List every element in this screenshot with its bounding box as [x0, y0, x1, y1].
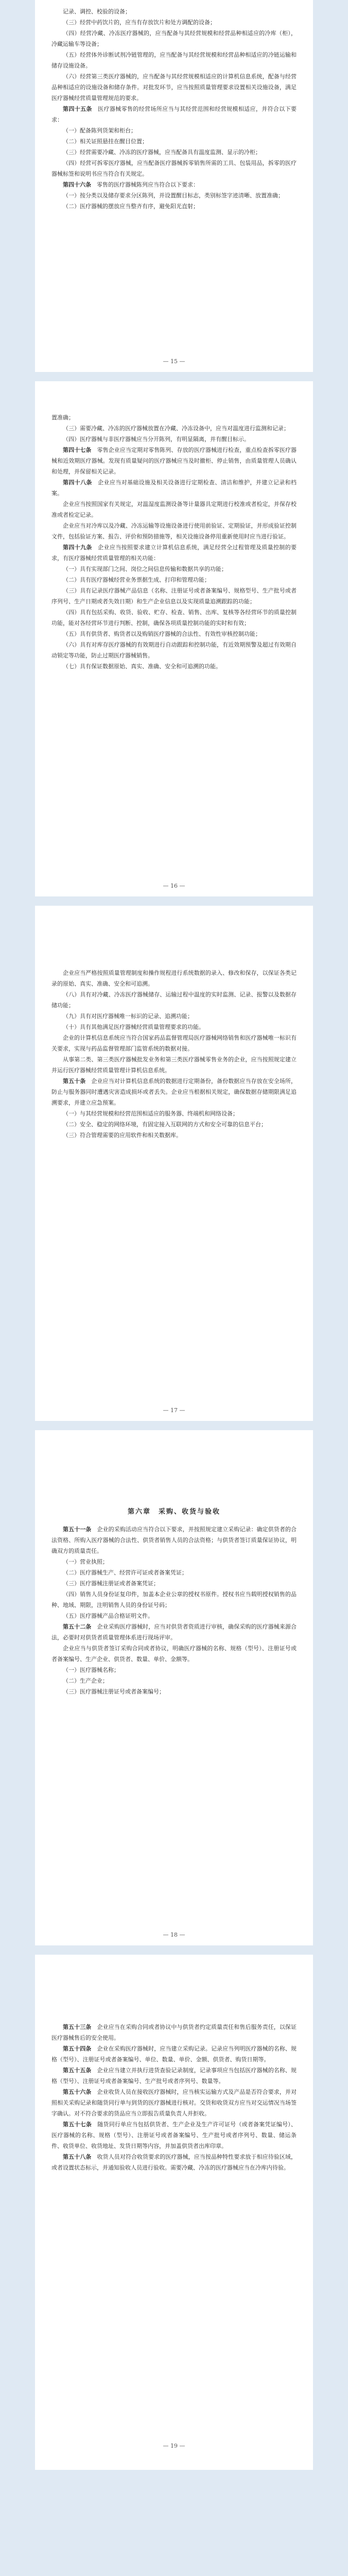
article-paragraph — [51, 1524, 297, 1556]
article-label: 第五十一条 — [63, 1526, 92, 1533]
paragraph: （四）经营冷藏、冷冻医疗器械的，应当配备与其经营规模和经营品种相适应的冷库（柜），冷藏运输车等设备； — [51, 30, 297, 47]
article-label: 第五十七条 — [63, 2121, 92, 2128]
article-text: 企业收货人员在接收医疗器械时，应当核实运输方式及产品是否符合要求，并对照相关采购记录和随货同行单与到货的医疗器械进行核对。交货和收货双方应当对交运情况当场签字确认。对不符合要求的货品应当立即报告质量负责人并拒收。 — [51, 2089, 297, 2117]
article-paragraph — [51, 104, 297, 125]
article-text: 企业应当按照要求建立计算机信息系统，满足经营全过程管理及质量控制的要求，有医疗器械经营质量管理的相关功能： — [51, 544, 297, 562]
page-number: — 19 — — [163, 2443, 185, 2449]
paragraph: 企业应当对冷库以及冷藏、冷冻运输等设施设备进行使用前验证、定期验证，并形成验证控制文件，包括验证方案、报告、评价和预防措施等，相关设施设备停用重新使用时应当进行验证。 — [51, 522, 297, 540]
paragraph: （三）医疗器械注册证或者备案凭证； — [63, 1580, 159, 1587]
article-text: 企业的采购活动应当符合以下要求，并按照规定建立采购记录：确定供货者的合法资格、所购入医疗器械的合法性、供货者销售人员的合法资格；与供货者签订质量保证协议，明确双方的质量责任。 — [51, 1526, 297, 1554]
article-label: 第四十六条 — [63, 181, 91, 188]
article-text: 医疗器械零售的经营场所应当与其经营范围和经营规模相适应，并符合以下要求： — [51, 106, 297, 123]
paragraph: 企业的计算机信息系统应当符合国家药品监督管理局医疗器械网络销售和医疗器械唯一标识有关要求，实现与药品监督管理部门监管系统的数据对接。 — [51, 1035, 297, 1052]
article-label: 第五十四条 — [63, 2045, 92, 2052]
page-body — [51, 381, 297, 672]
paragraph: （四）具有包括采购、收货、验收、贮存、检查、销售、出库、复核等各经营环节的质量控制功能，能对各经营环节进行判断、控制，确保各项质量控制功能的实时和有效； — [51, 609, 297, 626]
paragraph: （四）医疗器械与非医疗器械应当分开陈列，有明显隔离，并有醒目标示。 — [63, 436, 250, 443]
paragraph: 企业应当与供货者签订采购合同或者协议，明确医疗器械的名称、规格（型号）、注册证号或者备案编号、生产企业、供货者、数量、单价、金额等。 — [51, 1645, 297, 1663]
article-paragraph — [51, 2087, 297, 2119]
paragraph: （二）相关证照悬挂在醒目位置； — [63, 138, 148, 145]
page-number: — 15 — — [163, 358, 185, 365]
article-text: 随货同行单应当包括供货者、生产企业及生产许可证号（或者备案凭证编号）、医疗器械的名称、规格（型号）、注册证号或者备案编号、生产批号或者序列号、数量、储运条件、收货单位、收货地址、发货日期等内容，并加盖供货者出库印章。 — [51, 2121, 297, 2149]
paragraph: （七）具有保证数据原始、真实、准确、安全和可追溯的功能。 — [63, 663, 221, 670]
paragraph: （四）销售人员身份证复印件，加盖本企业公章的授权书原件。授权书应当载明授权销售的品种、地域、期限，注明销售人员的身份证号码； — [51, 1591, 297, 1608]
article-paragraph — [51, 2151, 297, 2173]
paragraph: （二）生产企业； — [63, 1677, 108, 1684]
article-paragraph — [51, 2022, 297, 2043]
article-paragraph — [51, 1621, 297, 1643]
page-body — [51, 1955, 297, 2173]
paragraph: （十）具有其他满足医疗器械经营质量管理要求的功能。 — [63, 1024, 204, 1030]
paragraph: （九）具有对医疗器械唯一标识的记录、追溯功能； — [63, 1013, 193, 1020]
document-page-16 — [35, 381, 313, 896]
paragraph: （三）经营中药饮片的，应当有存放饮片和处方调配的设备； — [63, 19, 216, 26]
article-label: 第四十九条 — [63, 544, 92, 551]
article-paragraph — [51, 2043, 297, 2065]
article-paragraph — [51, 2065, 297, 2087]
page-number: — 16 — — [163, 883, 185, 889]
paragraph: （二）医疗器械的摆放应当整齐有序，避免阳光直射； — [63, 203, 199, 210]
page-body — [51, 1430, 297, 1697]
article-text: 零售的医疗器械陈列应当符合以下要求： — [97, 181, 199, 188]
article-text: 企业应当对计算机信息系统的数据进行定期备份，备份数据应当存放在安全场所，防止与服务器同时遭遇灾害造成损坏或者丢失。企业应当根据相关规定，确保数据存储期限满足追溯要求，并建立应急预案。 — [51, 1078, 297, 1106]
article-paragraph — [51, 477, 297, 499]
paragraph: （二）具有医疗器械经营业务票据生成、打印和管理功能； — [63, 577, 210, 583]
paragraph: （二）安全、稳定的网络环境，有固定接入互联网的方式和安全可靠的信息平台； — [63, 1121, 267, 1128]
article-paragraph — [51, 2119, 297, 2151]
page-body — [51, 0, 297, 212]
paragraph: （一）具有实现部门之间、岗位之间信息传输和数据共享的功能； — [63, 566, 227, 572]
article-paragraph — [51, 1076, 297, 1108]
article-paragraph — [51, 542, 297, 564]
paragraph: 企业应当按照国家有关规定，对温湿度监测设备等计量器具定期进行校准或者检定，并保存校准或者检定记录。 — [51, 501, 297, 518]
article-label: 第五十三条 — [63, 2024, 92, 2030]
paragraph: （四）经营可拆零医疗器械，应当配备医疗器械拆零销售所需的工具、包装用品，拆零的医疗器械标签和说明书应当符合有关规定。 — [51, 160, 297, 177]
paragraph: （一）医疗器械名称； — [63, 1667, 119, 1673]
paragraph: （一）营业执照； — [63, 1558, 108, 1565]
article-label: 第五十六条 — [63, 2089, 92, 2095]
paragraph: （一）按分类以及储存要求分区陈列，并设置醒目标志，类别标签字迹清晰、放置准确； — [63, 192, 284, 199]
article-text: 企业应当在采购合同或者协议中与供货者约定质量责任和售后服务责任，以保证医疗器械售后的安全使用。 — [51, 2024, 297, 2041]
article-text: 收货人员对符合收货要求的医疗器械，应当按品种特性要求放于相应待验区域，或者设置状态标示，并通知验收人员进行验收。需要冷藏、冷冻的医疗器械应当在冷库内待验。 — [51, 2154, 297, 2171]
paragraph: （八）具有对冷藏、冷冻医疗器械储存、运输过程中温度的实时监测、记录、报警以及数据存储功能； — [51, 991, 297, 1009]
document-page-18 — [35, 1430, 313, 1945]
document-page-19 — [35, 1955, 313, 2470]
paragraph: （三）经营需要冷藏、冷冻的医疗器械，应当配备具有温度监测、显示的冷柜； — [63, 149, 261, 156]
document-page-15 — [35, 0, 313, 372]
paragraph: （六）具有对库存医疗器械的有效期进行自动跟踪和控制功能，有近效期预警及超过有效期自动锁定等功能，防止过期医疗器械销售。 — [51, 641, 297, 659]
page-number: — 18 — — [163, 1931, 185, 1938]
paragraph: 记录、调控、校验的设备； — [63, 8, 131, 15]
article-label: 第五十二条 — [63, 1623, 92, 1630]
article-label: 第四十五条 — [63, 106, 92, 112]
article-label: 第五十五条 — [63, 2067, 92, 2074]
chapter-title: 第六章 采购、收货与验收 — [127, 1508, 220, 1516]
paragraph: （一）与其经营规模和经营范围相适应的服务器、终端机和网络设备； — [63, 1110, 238, 1117]
article-text: 企业在采购医疗器械时，应当建立采购记录。记录应当列明医疗器械的名称、规格（型号）、注册证号或者备案编号、单位、数量、单价、金额、供货者、购货日期等。 — [51, 2045, 297, 2063]
page-body — [51, 906, 297, 1141]
article-paragraph — [51, 179, 297, 190]
paragraph: （五）具有供货者、购货者以及购销医疗器械的合法性、有效性审核控制功能； — [63, 631, 261, 637]
paragraph: （三）符合管理需要的应用软件和相关数据库。 — [63, 1132, 182, 1139]
paragraph: （六）经营第三类医疗器械的，应当配备与其经营规模相适应的计算机信息系统，配备与经营品种相适应的设施设备和储存条件。对批发环节，应当按照质量管理要求设置相关设施设备，满足医疗器械经营质量管理规范的要求。 — [51, 73, 297, 101]
article-label: 第四十七条 — [63, 447, 92, 453]
article-text: 零售企业应当定期对零售陈列、存放的医疗器械进行检查，重点检查拆零医疗器械和近效期医疗器械。发现有质量疑问的医疗器械应当及时撤柜、停止销售，由质量管理人员确认和处理，并保留相关记录。 — [51, 447, 297, 475]
article-text: 企业应当对基础设施及相关设备进行定期检查、清洁和维护，并建立记录和档案。 — [51, 479, 297, 497]
article-text: 企业应当建立并执行进货查验记录制度，记录事项应当包括医疗器械的名称、规格（型号）、注册证号或者备案编号、生产批号或者序列号、数量等。 — [51, 2067, 297, 2084]
article-label: 第四十八条 — [63, 479, 92, 486]
paragraph: （一）配备陈列货架和柜台； — [63, 127, 136, 134]
article-label: 第五十八条 — [63, 2154, 92, 2160]
paragraph: （五）医疗器械产品合格证明文件。 — [63, 1613, 153, 1619]
article-paragraph — [51, 445, 297, 477]
paragraph: （三）具有记录医疗器械产品信息（名称、注册证号或者备案编号、规格型号、生产批号或者序列号、生产日期或者失效日期）和生产企业信息以及实现质量追溯跟踪的功能； — [51, 587, 297, 605]
paragraph: 置准确； — [51, 414, 74, 421]
paragraph: （三）医疗器械注册证号或者备案编号； — [63, 1688, 165, 1695]
article-text: 企业采购医疗器械时，应当对供货者资质进行审核，确保采购的医疗器械来源合法，必要时对供货者质量管理体系进行现场评审。 — [51, 1623, 297, 1641]
paragraph: （二）医疗器械生产、经营许可证或者备案凭证； — [63, 1569, 187, 1576]
paragraph: （五）经营体外诊断试剂冷链管理的，应当配备与其经营规模和经营品种相适应的冷链运输和储存设施设备。 — [51, 52, 297, 69]
article-label: 第五十条 — [63, 1078, 86, 1084]
page-number: — 17 — — [163, 1407, 185, 1414]
paragraph: 企业应当严格按照质量管理制度和操作规程进行系统数据的录入、修改和保存，以保证各类记录的原始、真实、准确、安全和可追溯。 — [51, 970, 297, 987]
paragraph: 从事第二类、第三类医疗器械批发业务和第三类医疗器械零售业务的企业，应当按照规定建立并运行医疗器械经营质量管理计算机信息系统。 — [51, 1056, 297, 1074]
paragraph: （三）需要冷藏、冷冻的医疗器械放置在冷藏、冷冻设备中，应当对温度进行监测和记录； — [63, 425, 289, 432]
document-page-17 — [35, 906, 313, 1421]
